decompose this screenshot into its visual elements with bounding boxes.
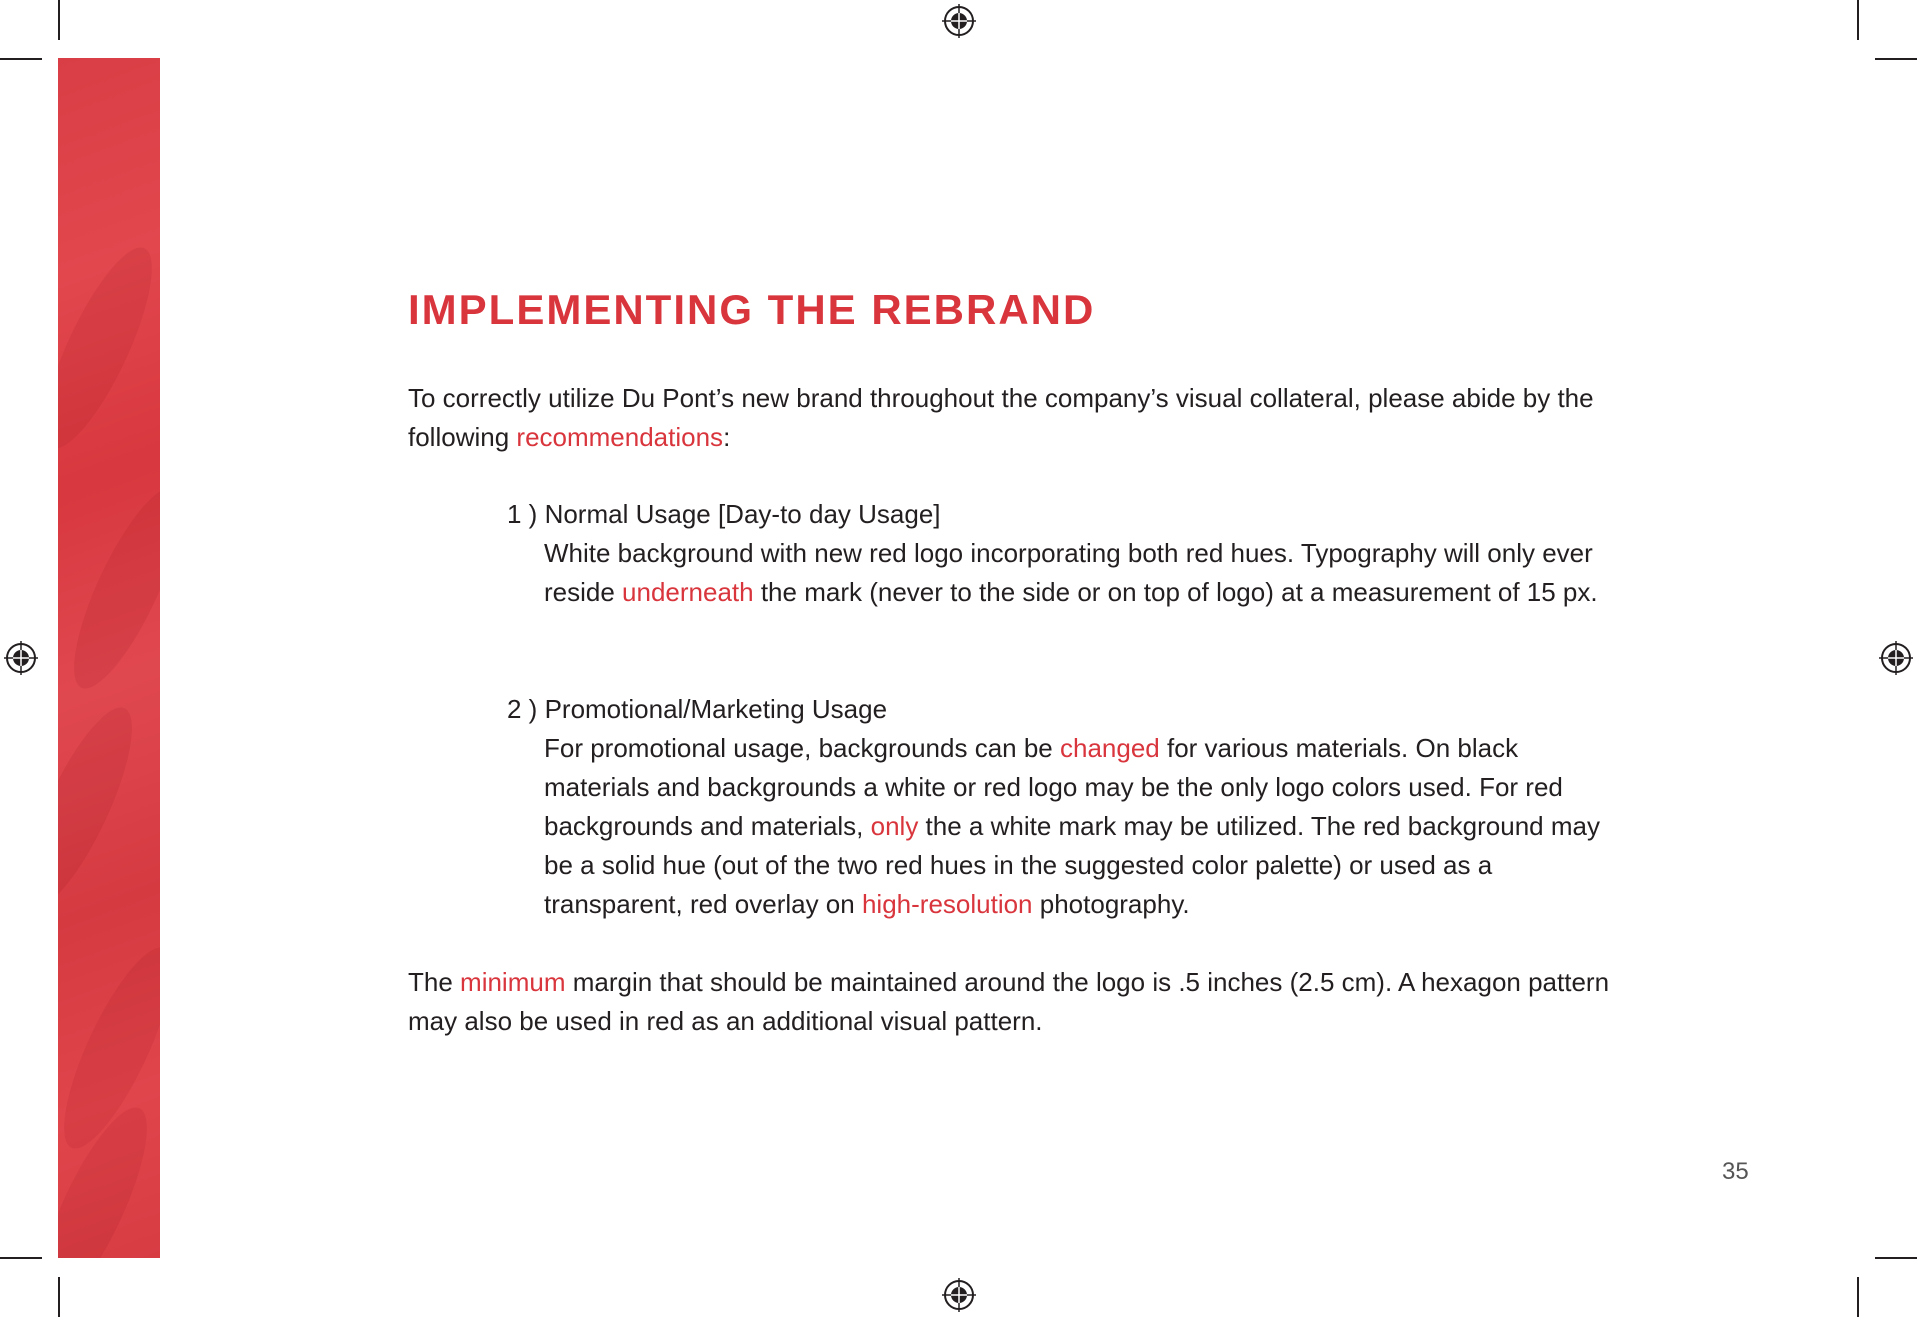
- page-number: 35: [1722, 1158, 1749, 1185]
- highlight-text: underneath: [622, 577, 754, 607]
- crop-mark: [58, 0, 60, 40]
- crop-mark: [1875, 1257, 1917, 1259]
- highlight-text: only: [870, 811, 919, 841]
- usage-item-heading: 2 ) Promotional/Marketing Usage: [507, 694, 888, 724]
- usage-item-heading: 1 ) Normal Usage [Day-to day Usage]: [507, 499, 941, 529]
- registration-mark-icon: [942, 4, 976, 38]
- highlight-text: changed: [1059, 733, 1160, 763]
- highlight-text: minimum: [460, 967, 566, 997]
- crop-mark: [1875, 58, 1917, 60]
- highlight-text: recommendations: [516, 422, 724, 452]
- crop-mark: [58, 1277, 60, 1317]
- registration-mark-icon: [942, 1278, 976, 1312]
- usage-item-promotional: [507, 690, 1614, 924]
- highlight-text: high-resolution: [861, 889, 1033, 919]
- crop-mark: [0, 58, 42, 60]
- decorative-red-band: [58, 58, 160, 1258]
- usage-item-description: For promotional usage, backgrounds can be changed for various materials. On black materials and backgrounds a white or red logo may be the only logo colors used. For red backgrounds and materials, only the a white mark may be utilized. The red background may be a solid hue (out of the two red hues in the suggested color palette) or used as a transparent, red overlay on high-resolution photography.: [544, 733, 1600, 919]
- closing-paragraph: The minimum margin that should be maintained around the logo is .5 inches (2.5 cm). A hexagon pattern may also be used in red as an additional visual pattern.: [408, 967, 1610, 1036]
- crop-mark: [1857, 1277, 1859, 1317]
- intro-paragraph: To correctly utilize Du Pont’s new brand throughout the company’s visual collateral, please abide by the following recommendations:: [408, 383, 1594, 452]
- registration-mark-icon: [1879, 641, 1913, 675]
- page-title: IMPLEMENTING THE REBRAND: [408, 286, 1096, 333]
- usage-item-normal: [507, 495, 1614, 612]
- crop-mark: [0, 1257, 42, 1259]
- usage-item-description: White background with new red logo incorporating both red hues. Typography will only ever reside underneath the mark (never to the side or on top of logo) at a measurement of 15 px.: [544, 538, 1598, 607]
- crop-mark: [1857, 0, 1859, 40]
- registration-mark-icon: [4, 641, 38, 675]
